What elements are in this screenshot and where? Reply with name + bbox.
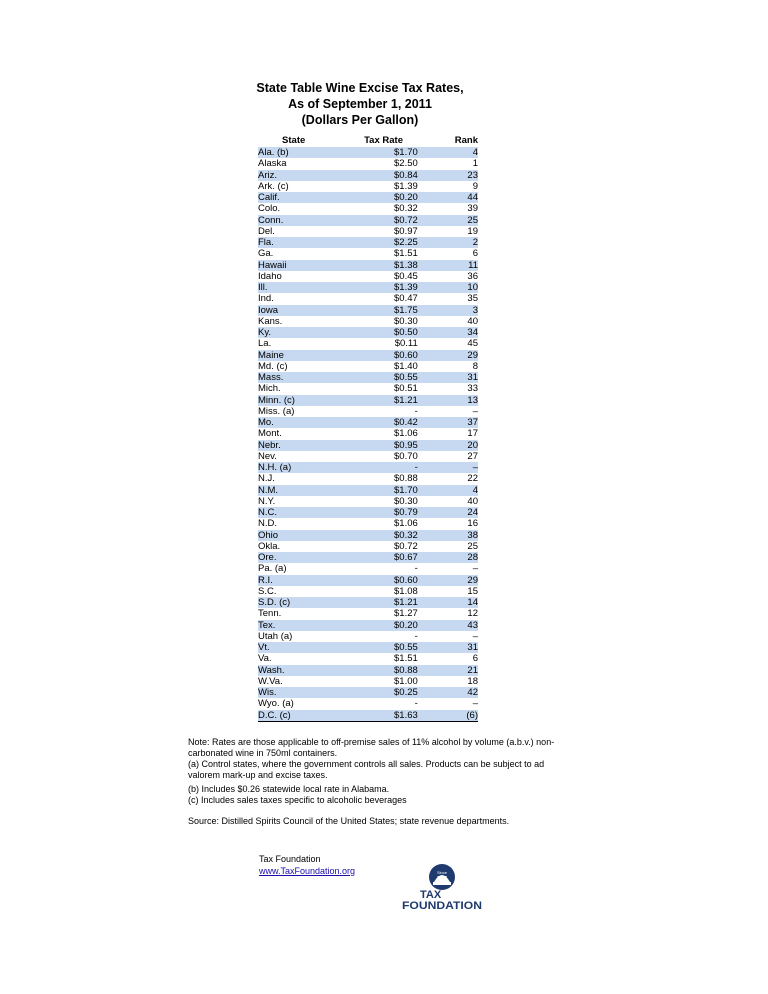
cell-tax-rate: $1.39 xyxy=(394,180,418,192)
cell-rank: – xyxy=(472,563,478,575)
cell-rank: 3 xyxy=(418,305,478,316)
table-row xyxy=(258,170,478,181)
cell-rank: 25 xyxy=(467,540,478,552)
cell-tax-rate: $0.20 xyxy=(329,192,417,203)
cell-state: N.C. xyxy=(258,507,329,518)
cell-tax-rate: $0.72 xyxy=(329,215,417,226)
cell-tax-rate: $0.55 xyxy=(329,642,417,653)
table-row xyxy=(258,608,478,619)
table-row xyxy=(258,440,478,451)
cell-tax-rate: $1.63 xyxy=(329,710,417,722)
cell-rank: 39 xyxy=(467,203,478,215)
footer-link[interactable]: www.TaxFoundation.org xyxy=(259,866,356,876)
table-row xyxy=(258,361,478,372)
cell-tax-rate: $1.38 xyxy=(329,260,417,271)
table-row xyxy=(258,406,478,417)
cell-rank: 24 xyxy=(418,507,478,518)
table-header-row xyxy=(258,134,478,147)
cell-tax-rate: $1.21 xyxy=(329,395,417,406)
table-row xyxy=(258,665,478,676)
cell-state: N.J. xyxy=(258,473,275,485)
cell-state: S.C. xyxy=(258,585,277,597)
cell-state: Ore. xyxy=(258,552,329,563)
cell-rank: 2 xyxy=(418,237,478,248)
cell-rank: 10 xyxy=(418,282,478,293)
cell-tax-rate: $0.84 xyxy=(329,170,417,181)
cell-rank: 25 xyxy=(418,215,478,226)
cell-rank: 38 xyxy=(418,530,478,541)
table-row xyxy=(258,496,478,507)
cell-tax-rate: $0.32 xyxy=(394,203,418,215)
table-row xyxy=(258,710,478,722)
cell-state: Md. (c) xyxy=(258,360,288,372)
logo-text-line2: FOUNDATION xyxy=(402,900,483,912)
cell-state: Kans. xyxy=(258,315,283,327)
cell-state: Mass. xyxy=(258,372,329,383)
cell-rank: 45 xyxy=(467,338,478,350)
capitol-base-icon xyxy=(433,882,451,885)
cell-state: Idaho xyxy=(258,270,282,282)
cell-rank: 23 xyxy=(418,170,478,181)
cell-tax-rate: $0.45 xyxy=(394,270,418,282)
cell-rank: 34 xyxy=(418,327,478,338)
cell-tax-rate: $1.06 xyxy=(394,518,418,530)
tax-foundation-logo xyxy=(400,862,484,912)
cell-tax-rate: $1.27 xyxy=(394,608,418,620)
cell-rank: 17 xyxy=(467,428,478,440)
cell-tax-rate: $0.25 xyxy=(329,687,417,698)
cell-rank: 29 xyxy=(418,575,478,586)
cell-tax-rate: $1.08 xyxy=(394,585,418,597)
table-row xyxy=(258,350,478,361)
cell-tax-rate: $0.51 xyxy=(394,383,418,395)
cell-tax-rate: $1.21 xyxy=(329,597,417,608)
cell-state: Hawaii xyxy=(258,260,329,271)
cell-state: Ill. xyxy=(258,282,329,293)
cell-tax-rate: $2.50 xyxy=(394,158,418,170)
notes-section xyxy=(188,737,578,827)
cell-state: Okla. xyxy=(258,540,281,552)
table-row xyxy=(258,687,478,698)
table-row xyxy=(258,305,478,316)
cell-state: Fla. xyxy=(258,237,329,248)
cell-state: Miss. (a) xyxy=(258,405,295,417)
cell-state: S.D. (c) xyxy=(258,597,329,608)
table-row xyxy=(258,316,478,327)
cell-rank: 15 xyxy=(467,585,478,597)
cell-rank: 27 xyxy=(467,450,478,462)
table-row xyxy=(258,338,478,349)
cell-tax-rate: $0.97 xyxy=(394,225,418,237)
cell-tax-rate: $1.70 xyxy=(329,485,417,496)
cell-state: N.M. xyxy=(258,485,329,496)
cell-rank: – xyxy=(472,630,478,642)
cell-tax-rate: $1.70 xyxy=(329,147,417,158)
cell-rank: 28 xyxy=(418,552,478,563)
logo-badge-top: Since xyxy=(436,870,448,875)
cell-tax-rate: - xyxy=(329,462,417,473)
table-row xyxy=(258,372,478,383)
footer xyxy=(259,853,355,877)
cell-state: Mont. xyxy=(258,428,282,440)
cell-state: Ariz. xyxy=(258,170,329,181)
table-row xyxy=(258,293,478,304)
cell-state: D.C. (c) xyxy=(258,710,329,722)
cell-state: Nev. xyxy=(258,450,277,462)
cell-tax-rate: $0.32 xyxy=(329,530,417,541)
table-row xyxy=(258,642,478,653)
cell-state: Tex. xyxy=(258,620,329,631)
table-row xyxy=(258,507,478,518)
logo-badge-year: 1937 xyxy=(436,875,448,880)
table-row xyxy=(258,147,478,158)
table-row xyxy=(258,327,478,338)
cell-state: N.Y. xyxy=(258,495,276,507)
cell-state: La. xyxy=(258,338,272,350)
cell-rank: 16 xyxy=(467,518,478,530)
cell-tax-rate: $0.20 xyxy=(329,620,417,631)
logo-text-line1: TAX xyxy=(420,889,442,901)
cell-rank: 19 xyxy=(467,225,478,237)
cell-tax-rate: $0.30 xyxy=(394,315,418,327)
cell-rank: 36 xyxy=(467,270,478,282)
cell-rank: 44 xyxy=(418,192,478,203)
cell-tax-rate: $1.51 xyxy=(394,653,418,665)
table-row xyxy=(258,653,478,664)
cell-rank: 8 xyxy=(472,360,478,372)
table-row xyxy=(258,485,478,496)
cell-rank: 22 xyxy=(467,473,478,485)
cell-state: Vt. xyxy=(258,642,329,653)
cell-tax-rate: $0.72 xyxy=(394,540,418,552)
cell-tax-rate: $0.55 xyxy=(329,372,417,383)
cell-tax-rate: - xyxy=(414,630,418,642)
cell-state: Maine xyxy=(258,350,329,361)
cell-tax-rate: $0.88 xyxy=(329,665,417,676)
cell-tax-rate: $1.06 xyxy=(394,428,418,440)
cell-state: N.H. (a) xyxy=(258,462,329,473)
header-rank: Rank xyxy=(454,135,478,146)
table-row xyxy=(258,575,478,586)
cell-state: Iowa xyxy=(258,305,329,316)
header-state: State xyxy=(282,135,306,146)
cell-state: Conn. xyxy=(258,215,329,226)
cell-rank: 43 xyxy=(418,620,478,631)
cell-rank: 40 xyxy=(467,495,478,507)
table-body xyxy=(258,147,478,721)
title-line-1: State Table Wine Excise Tax Rates, xyxy=(256,81,464,95)
cell-state: W.Va. xyxy=(258,675,283,687)
cell-rank: 4 xyxy=(418,485,478,496)
cell-tax-rate: $1.00 xyxy=(394,675,418,687)
cell-state: Alaska xyxy=(258,158,287,170)
cell-state: Ky. xyxy=(258,327,329,338)
note-main: Note: Rates are those applicable to off-premise sales of 11% alcohol by volume (a.b.v.) non-carbonated wine in 750ml containers. xyxy=(188,737,555,758)
table-row xyxy=(258,181,478,192)
source-note: Source: Distilled Spirits Council of the United States; state revenue departments. xyxy=(188,816,510,826)
table-row xyxy=(258,192,478,203)
table-row xyxy=(258,451,478,462)
tax-rate-table xyxy=(258,134,478,722)
cell-rank: – xyxy=(472,698,478,710)
cell-rank: – xyxy=(472,405,478,417)
table-row xyxy=(258,597,478,608)
cell-state: Del. xyxy=(258,225,275,237)
table-row xyxy=(258,518,478,529)
cell-rank: 6 xyxy=(472,653,478,665)
cell-state: Pa. (a) xyxy=(258,563,287,575)
table-row xyxy=(258,383,478,394)
cell-state: Ala. (b) xyxy=(258,147,329,158)
cell-tax-rate: $0.42 xyxy=(329,417,417,428)
cell-tax-rate: $0.67 xyxy=(329,552,417,563)
cell-rank: 33 xyxy=(467,383,478,395)
document-title xyxy=(240,80,480,128)
cell-tax-rate: - xyxy=(414,698,418,710)
cell-tax-rate: - xyxy=(414,405,418,417)
cell-rank: 9 xyxy=(472,180,478,192)
table-row xyxy=(258,271,478,282)
table-row xyxy=(258,226,478,237)
cell-state: Minn. (c) xyxy=(258,395,329,406)
cell-state: Wash. xyxy=(258,665,329,676)
cell-state: Ind. xyxy=(258,293,274,305)
cell-rank: 18 xyxy=(467,675,478,687)
cell-state: Nebr. xyxy=(258,440,329,451)
cell-rank: (6) xyxy=(418,710,478,722)
title-line-2: As of September 1, 2011 xyxy=(288,97,432,111)
table-row xyxy=(258,530,478,541)
table-row xyxy=(258,260,478,271)
cell-state: Tenn. xyxy=(258,608,282,620)
table-row xyxy=(258,541,478,552)
cell-rank: 31 xyxy=(418,642,478,653)
cell-rank: 40 xyxy=(467,315,478,327)
table-row xyxy=(258,395,478,406)
cell-tax-rate: $0.50 xyxy=(329,327,417,338)
cell-tax-rate: $0.30 xyxy=(394,495,418,507)
cell-tax-rate: $1.75 xyxy=(329,305,417,316)
cell-rank: 1 xyxy=(472,158,478,170)
table-row xyxy=(258,563,478,574)
header-tax-rate: Tax Rate xyxy=(364,135,403,146)
table-row xyxy=(258,237,478,248)
cell-state: Ark. (c) xyxy=(258,180,289,192)
cell-state: Ohio xyxy=(258,530,329,541)
cell-tax-rate: $0.11 xyxy=(394,338,418,350)
table-row xyxy=(258,417,478,428)
cell-tax-rate: $1.40 xyxy=(394,360,418,372)
table-row xyxy=(258,586,478,597)
cell-state: Colo. xyxy=(258,203,281,215)
cell-tax-rate: $0.47 xyxy=(394,293,418,305)
cell-state: N.D. xyxy=(258,518,277,530)
cell-state: Va. xyxy=(258,653,272,665)
note-a: (a) Control states, where the government controls all sales. Products can be subject to ad valorem mark-up and excise taxes. xyxy=(188,759,545,780)
table-row xyxy=(258,552,478,563)
cell-rank: 13 xyxy=(418,395,478,406)
cell-rank: 4 xyxy=(418,147,478,158)
note-b: (b) Includes $0.26 statewide local rate in Alabama. xyxy=(188,784,390,794)
cell-state: Mo. xyxy=(258,417,329,428)
cell-rank: 14 xyxy=(418,597,478,608)
table-row xyxy=(258,248,478,259)
cell-rank: 12 xyxy=(467,608,478,620)
cell-state: Wis. xyxy=(258,687,329,698)
cell-tax-rate: $1.39 xyxy=(329,282,417,293)
cell-tax-rate: $1.51 xyxy=(394,248,418,260)
footer-org: Tax Foundation xyxy=(259,854,321,864)
table-row xyxy=(258,215,478,226)
cell-tax-rate: $0.88 xyxy=(394,473,418,485)
cell-state: Utah (a) xyxy=(258,630,293,642)
cell-tax-rate: $0.79 xyxy=(329,507,417,518)
table-row xyxy=(258,282,478,293)
table-row xyxy=(258,698,478,709)
title-line-3: (Dollars Per Gallon) xyxy=(301,113,419,127)
cell-rank: 37 xyxy=(418,417,478,428)
cell-rank: – xyxy=(418,462,478,473)
cell-state: R.I. xyxy=(258,575,329,586)
cell-rank: 6 xyxy=(472,248,478,260)
table-row xyxy=(258,473,478,484)
cell-state: Calif. xyxy=(258,192,329,203)
table-row xyxy=(258,203,478,214)
cell-rank: 42 xyxy=(418,687,478,698)
cell-state: Wyo. (a) xyxy=(258,698,294,710)
cell-rank: 35 xyxy=(467,293,478,305)
table-row xyxy=(258,428,478,439)
cell-rank: 20 xyxy=(418,440,478,451)
cell-state: Mich. xyxy=(258,383,281,395)
table-row xyxy=(258,631,478,642)
table-row xyxy=(258,462,478,473)
cell-tax-rate: $0.60 xyxy=(329,575,417,586)
note-c: (c) Includes sales taxes specific to alcoholic beverages xyxy=(188,795,407,805)
cell-tax-rate: $2.25 xyxy=(329,237,417,248)
table-row xyxy=(258,676,478,687)
table-row xyxy=(258,158,478,169)
cell-tax-rate: - xyxy=(414,563,418,575)
cell-rank: 29 xyxy=(418,350,478,361)
cell-rank: 21 xyxy=(418,665,478,676)
cell-rank: 11 xyxy=(418,260,478,271)
cell-tax-rate: $0.95 xyxy=(329,440,417,451)
cell-state: Ga. xyxy=(258,248,274,260)
cell-tax-rate: $0.60 xyxy=(329,350,417,361)
cell-tax-rate: $0.70 xyxy=(394,450,418,462)
table-row xyxy=(258,620,478,631)
cell-rank: 31 xyxy=(418,372,478,383)
